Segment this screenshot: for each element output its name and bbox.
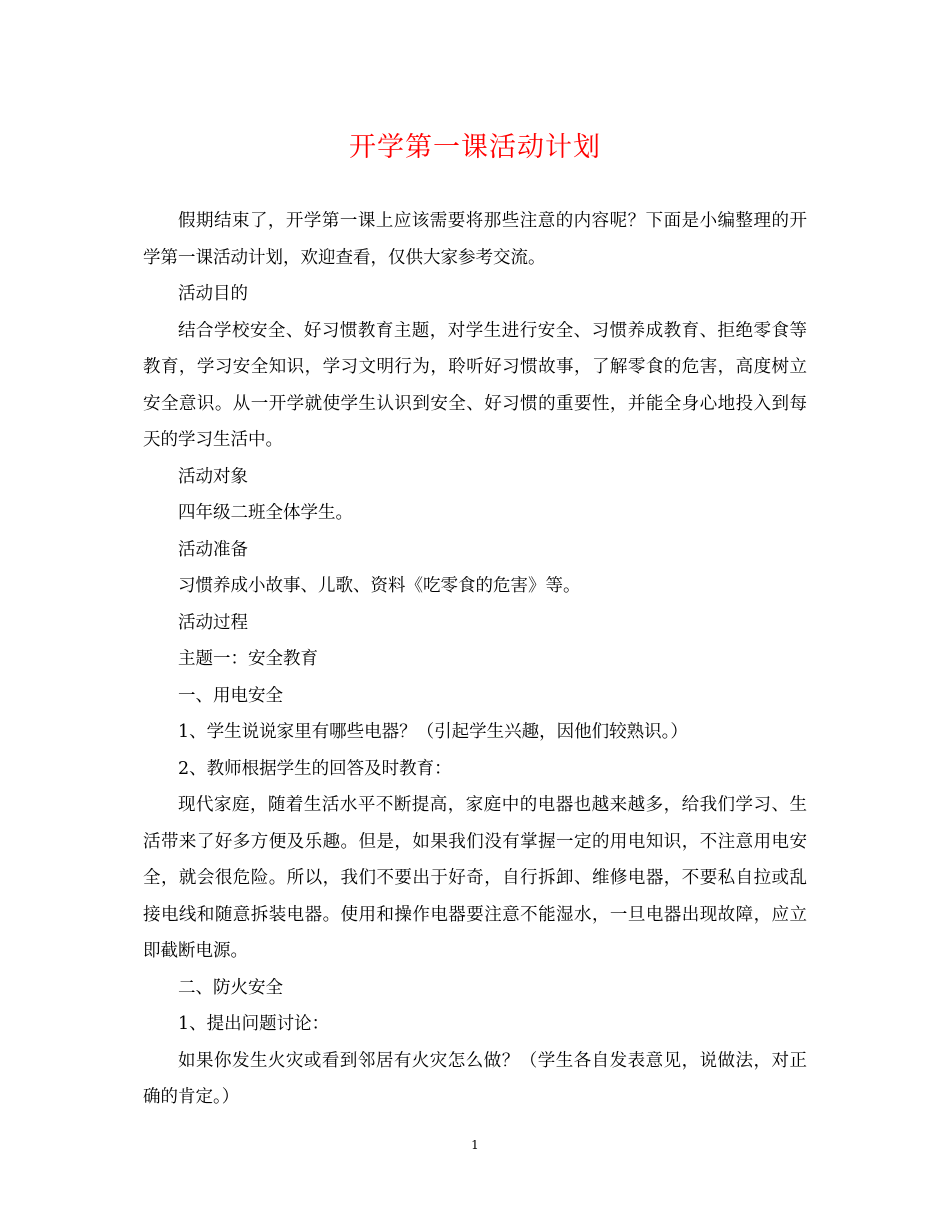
electric-step-1: 1、学生说说家里有哪些电器？（引起学生兴趣，因他们较熟识。） [178,722,688,742]
intro-paragraph: 假期结束了，开学第一课上应该需要将那些注意的内容呢？下面是小编整理的开学第一课活动计划，欢迎查看，仅供大家参考交流。 [143,211,807,268]
preparation-paragraph: 习惯养成小故事、儿歌、资料《吃零食的危害》等。 [178,576,581,596]
section-heading-process: 活动过程 [178,612,248,633]
page-number: 1 [471,1138,479,1152]
section-heading-audience: 活动对象 [178,466,248,487]
audience-paragraph: 四年级二班全体学生。 [178,503,353,523]
electric-safety-heading: 一、用电安全 [178,685,283,706]
fire-discussion-paragraph: 如果你发生火灾或看到邻居有火灾怎么做？（学生各自发表意见，说做法，对正确的肯定。） [143,1050,807,1107]
electric-safety-paragraph: 现代家庭，随着生活水平不断提高，家庭中的电器也越来越多，给我们学习、生活带来了好多方便及乐趣。但是，如果我们没有掌握一定的用电知识，不注意用电安全，就会很危险。所以，我们不要出于好奇，自行拆卸、维修电器，不要私自拉或乱接电线和随意拆装电器。使用和操作电器要注意不能湿水，一旦电器出现故障，应立即截断电源。 [143,795,807,961]
purpose-paragraph: 结合学校安全、好习惯教育主题，对学生进行安全、习惯养成教育、拒绝零食等教育，学习安全知识，学习文明行为，聆听好习惯故事，了解零食的危害，高度树立安全意识。从一开学就使学生认识到安全、好习惯的重要性，并能全身心地投入到每天的学习生活中。 [143,320,807,450]
document-body [143,203,807,1116]
document-title: 开学第一课活动计划 [349,132,601,163]
theme-one-heading: 主题一：安全教育 [178,649,318,669]
electric-step-2: 2、教师根据学生的回答及时教育： [178,758,452,779]
section-heading-purpose: 活动目的 [178,284,248,304]
section-heading-preparation: 活动准备 [178,539,248,560]
fire-safety-heading: 二、防火安全 [178,977,283,998]
fire-step-1: 1、提出问题讨论： [178,1014,330,1034]
